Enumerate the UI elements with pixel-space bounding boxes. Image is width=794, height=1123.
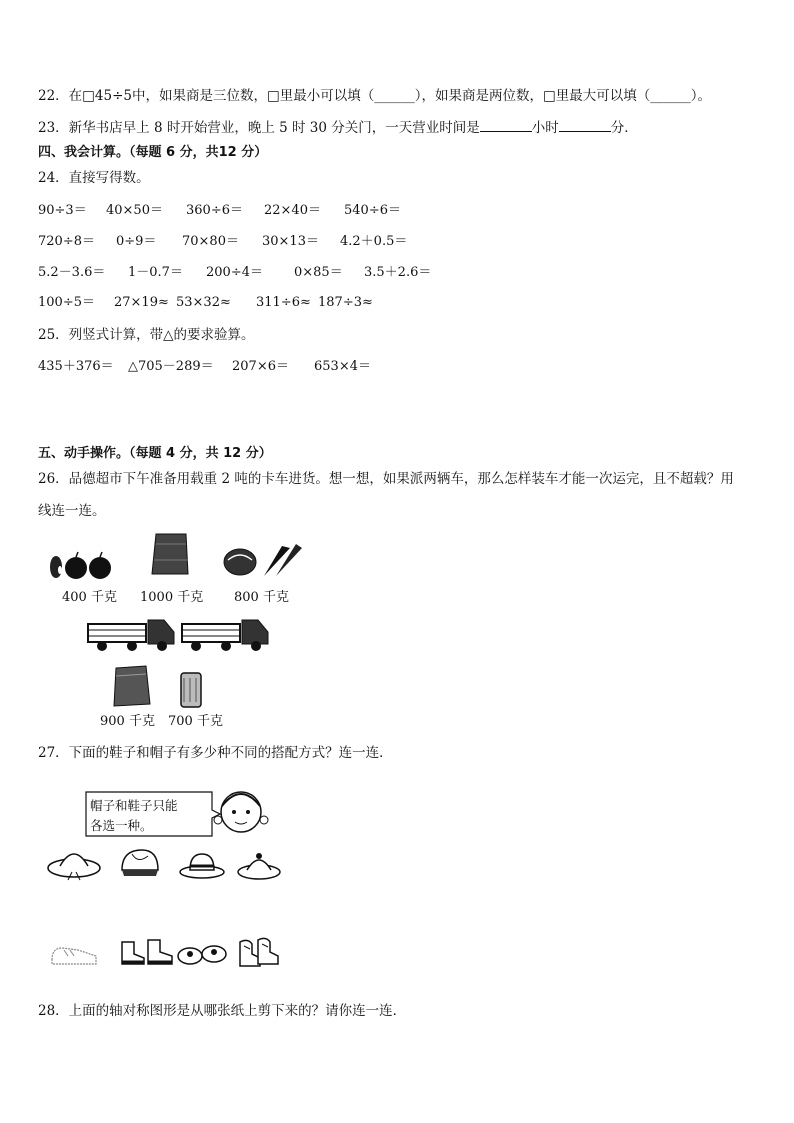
question-23 <box>38 116 638 136</box>
q24-item: 22×40＝ <box>264 203 321 218</box>
q24-item: 720÷8＝ <box>38 234 95 249</box>
q24-item: 100÷5＝ <box>38 295 95 310</box>
section-5-heading: 五、动手操作。（每题 4 分，共 12 分） <box>38 446 272 461</box>
q24-row-4 <box>38 291 395 310</box>
truck-icon[interactable] <box>180 614 270 654</box>
q24-item: 30×13＝ <box>262 234 319 249</box>
q24-item: 540÷6＝ <box>344 203 401 218</box>
hat-icon[interactable] <box>46 842 102 882</box>
question-22: 22．在□45÷5中，如果商是三位数，□里最小可以填（______），如果商是两位数，□里最大可以填（______）。 <box>38 88 712 104</box>
q24-item: 200÷4＝ <box>206 265 263 280</box>
question-24-title: 24．直接写得数。 <box>38 170 150 186</box>
q24-item: 4.2＋0.5＝ <box>340 234 408 249</box>
sack-icon <box>148 530 194 578</box>
sack-icon <box>110 664 154 708</box>
goods-weight-label: 800 千克 <box>234 590 289 605</box>
q23-prefix: 23．新华书店早上 8 时开始营业，晚上 5 时 30 分关门，一天营业时间是 <box>38 120 480 136</box>
question-26-line-1: 26．品德超市下午准备用载重 2 吨的卡车进货。想一想，如果派两辆车，那么怎样装车才能一次运完，且不超载？用 <box>38 471 734 487</box>
q24-item: 3.5＋2.6＝ <box>364 265 432 280</box>
speech-bubble-line-1: 帽子和鞋子只能 <box>90 798 178 813</box>
q24-item: 360÷6＝ <box>186 203 243 218</box>
fedora-icon[interactable] <box>178 850 226 880</box>
q25-item: 207×6＝ <box>232 359 289 374</box>
high-top-shoes-icon[interactable] <box>236 934 280 970</box>
q25-item: 653×4＝ <box>314 359 371 374</box>
q23-blank-minutes[interactable] <box>559 119 611 132</box>
q24-item: 90÷3＝ <box>38 203 87 218</box>
goods-weight-label: 1000 千克 <box>140 590 204 605</box>
question-28-title: 28．上面的轴对称图形是从哪张纸上剪下来的？请你连一连． <box>38 1003 407 1019</box>
q24-row-2 <box>38 230 429 249</box>
q24-item: 1－0.7＝ <box>128 265 183 280</box>
goods-weight-label: 900 千克 <box>100 714 155 729</box>
q24-item: 187÷3≈ <box>318 295 373 310</box>
q24-item: 5.2－3.6＝ <box>38 265 106 280</box>
question-26-line-2: 线连一连。 <box>38 503 106 519</box>
q24-item: 53×32≈ <box>176 295 231 310</box>
fruit-icon <box>46 548 116 582</box>
question-27-title: 27．下面的鞋子和帽子有多少种不同的搭配方式？连一连． <box>38 745 393 761</box>
q25-item: △705－289＝ <box>128 359 214 374</box>
child-shoes-icon[interactable] <box>176 936 228 968</box>
q25-items <box>38 355 393 374</box>
question-25-title: 25．列竖式计算，带△的要求验算。 <box>38 327 255 343</box>
q23-blank-hours[interactable] <box>480 119 532 132</box>
q24-item: 70×80＝ <box>182 234 239 249</box>
q24-item: 0×85＝ <box>294 265 343 280</box>
truck-icon[interactable] <box>86 614 176 654</box>
q24-row-3 <box>38 261 453 280</box>
sneaker-icon[interactable] <box>48 938 100 968</box>
can-icon <box>178 670 204 710</box>
goods-weight-label: 400 千克 <box>62 590 117 605</box>
q23-mid: 小时 <box>531 120 559 136</box>
q23-suffix: 分． <box>610 120 638 136</box>
girl-icon <box>214 782 268 838</box>
speech-bubble-line-2: 各选一种。 <box>90 818 153 833</box>
boots-icon[interactable] <box>118 932 176 968</box>
q24-item: 0÷9＝ <box>116 234 157 249</box>
q24-item: 311÷6≈ <box>256 295 311 310</box>
q24-item: 40×50＝ <box>106 203 163 218</box>
cap-icon[interactable] <box>118 846 162 882</box>
q25-item: 435＋376＝ <box>38 359 114 374</box>
section-4-heading: 四、我会计算。（每题 6 分，共12 分） <box>38 145 268 160</box>
goods-weight-label: 700 千克 <box>168 714 223 729</box>
q24-row-1 <box>38 199 423 218</box>
sunhat-icon[interactable] <box>236 846 282 882</box>
vegetables-icon <box>220 540 304 580</box>
q24-item: 27×19≈ <box>114 295 169 310</box>
